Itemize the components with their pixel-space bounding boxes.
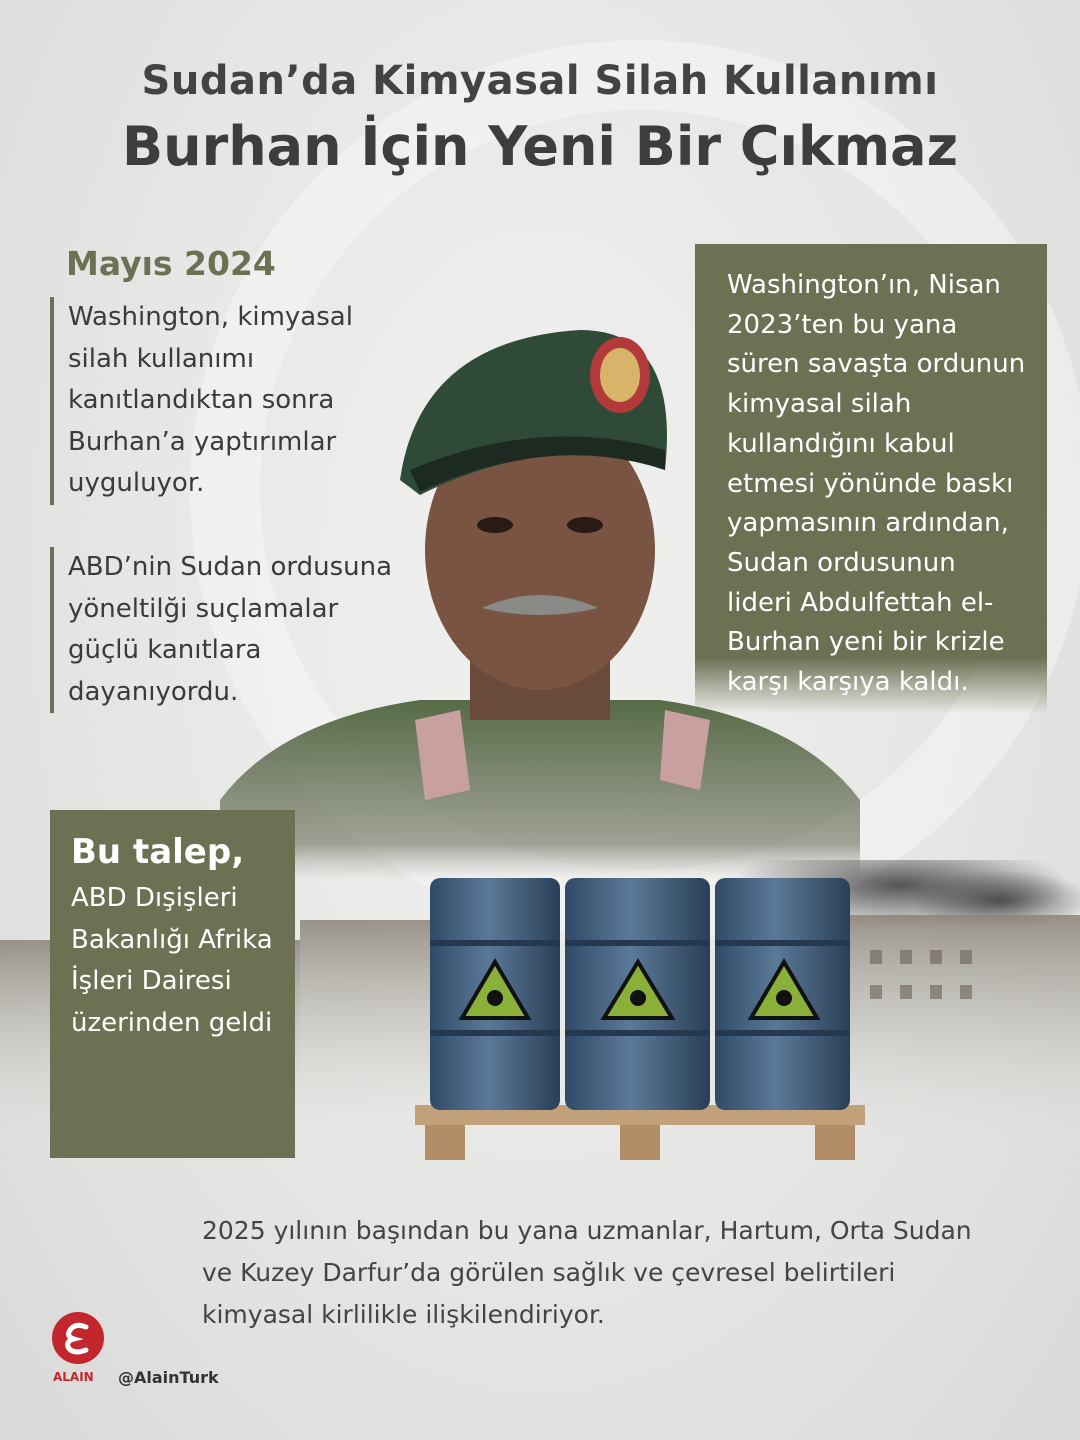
date-heading: Mayıs 2024 (66, 244, 276, 283)
toxic-barrels-illustration (410, 870, 870, 1170)
title-line-2: Burhan İçin Yeni Bir Çıkmaz (121, 115, 959, 178)
barrel-3 (715, 878, 850, 1110)
barrel-1 (430, 878, 560, 1110)
left-box-lead: Bu talep, (71, 832, 245, 872)
alain-logo-icon (50, 1310, 106, 1366)
bottom-paragraph: 2025 yılının başından bu yana uzmanlar, Hartum, Orta Sudan ve Kuzey Darfur’da görülen sağlık ve çevresel belirtileri kimyasal kirlilikle ilişkilendiriyor. (202, 1216, 972, 1329)
left-box-text: ABD Dışişleri Bakanlığı Afrika İşleri Dairesi üzerinden geldi (71, 883, 273, 1038)
right-info-box (695, 244, 1047, 714)
right-box-text: Washington’ın, Nisan 2023’ten bu yana süren savaşta ordunun kimyasal silah kullandığını kabul etmesi yönünde baskı yapmasının ardından, Sudan ordusunun lideri Abdulfettah el-Burhan yeni bir krizle karşı karşıya kaldı. (727, 270, 1026, 698)
paragraph-accusations: ABD’nin Sudan ordusuna yöneltilği suçlamalar güçlü kanıtlara dayanıyordu. (50, 547, 398, 713)
title-line-1: Sudan’da Kimyasal Silah Kullanımı (141, 58, 939, 104)
social-handle[interactable]: @AlainTurk (118, 1368, 219, 1387)
brand-name: ALAIN (53, 1370, 94, 1384)
paragraph-sanctions: Washington, kimyasal silah kullanımı kanıtlandıktan sonra Burhan’a yaptırımlar uyguluyor. (50, 297, 398, 505)
barrel-2 (565, 878, 710, 1110)
left-info-box (50, 810, 295, 1158)
